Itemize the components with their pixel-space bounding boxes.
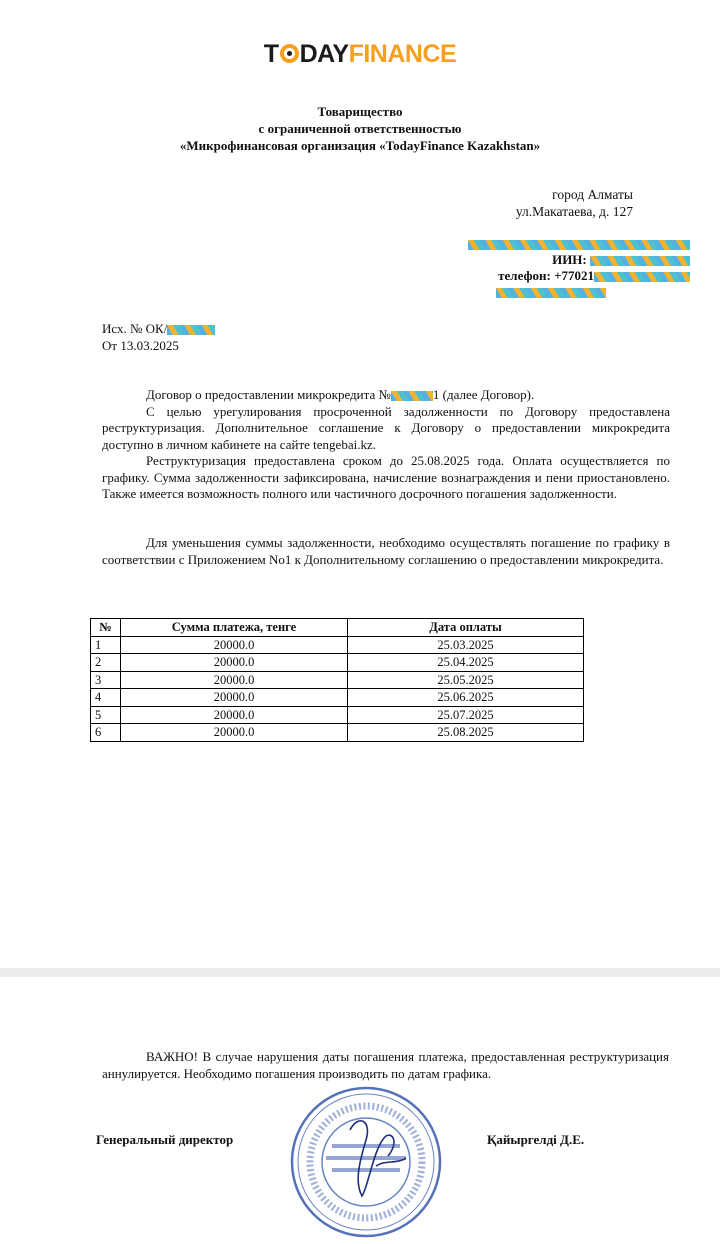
warning-notice: ВАЖНО! В случае нарушения даты погашения платежа, предоставленная реструктуризация аннулируется. Необходимо погашения производить по датам графика.	[102, 1049, 669, 1081]
terms-paragraph: Реструктуризация предоставлена сроком до 25.08.2025 года. Оплата осуществляется по графику. Сумма задолженности зафиксирована, начисление вознаграждения и пени приостановлено. Также имеется возможность полного или частичного досрочного погашения задолженности.	[102, 453, 670, 501]
address-city: город Алматы	[552, 187, 633, 202]
redaction-mask	[167, 325, 215, 335]
company-address	[516, 186, 631, 220]
table-header-row	[91, 619, 584, 637]
table-row: 5 20000.0 25.07.2025	[91, 706, 584, 724]
header-amount: Сумма платежа, тенге	[121, 619, 348, 637]
org-line-3: «Микрофинансовая организация «TodayFinance Kazakhstan»	[179, 138, 541, 153]
phone-label: телефон: +77021	[498, 268, 594, 283]
restructuring-paragraph: С целью урегулирования просроченной задолженности по Договору предоставлена реструктуризация. Дополнительное соглашение к Договору о предоставлении микрокредита доступно в личном кабинете на сайте tengebai.kz.	[102, 403, 670, 452]
page-separator	[0, 968, 720, 977]
logo-circle-icon	[280, 44, 299, 63]
outgoing-number: Исх. № ОК/	[102, 321, 168, 336]
outgoing-reference	[102, 320, 215, 354]
contract-line: Договор о предоставлении микрокредита № 1 (далее Договор).	[146, 387, 535, 402]
payment-schedule-table	[90, 618, 584, 742]
org-line-2: с ограниченной ответственностью	[258, 121, 462, 136]
redaction-mask	[391, 391, 433, 401]
address-street: ул.Макатаева, д. 127	[515, 204, 633, 219]
org-line-1: Товарищество	[317, 104, 403, 119]
header-date: Дата оплаты	[348, 619, 584, 637]
outgoing-date: От 13.03.2025	[102, 338, 179, 353]
instruction-paragraph: Для уменьшения суммы задолженности, необходимо осуществлять погашение по графику в соответствии с Приложением No1 к Дополнительному соглашению о предоставлении микрокредита.	[102, 535, 670, 567]
redaction-mask	[496, 288, 606, 298]
header-num: №	[91, 619, 121, 637]
signatory-title: Генеральный директор	[96, 1132, 234, 1147]
letter-body	[102, 387, 670, 503]
redaction-mask	[468, 240, 690, 250]
table-row: 3 20000.0 25.05.2025	[91, 671, 584, 689]
signatory-name: Қайыргелді Д.Е.	[487, 1132, 585, 1147]
round-seal-icon	[288, 1084, 444, 1240]
redaction-mask	[590, 256, 690, 266]
table-row: 6 20000.0 25.08.2025	[91, 724, 584, 742]
recipient-block	[468, 236, 690, 300]
company-logo: T DAYFINANCE	[263, 40, 457, 68]
table-row: 2 20000.0 25.04.2025	[91, 654, 584, 672]
organization-header	[0, 103, 720, 154]
iin-label: ИИН:	[552, 252, 587, 267]
redaction-mask	[594, 272, 690, 282]
table-row: 1 20000.0 25.03.2025	[91, 636, 584, 654]
table-row: 4 20000.0 25.06.2025	[91, 689, 584, 707]
